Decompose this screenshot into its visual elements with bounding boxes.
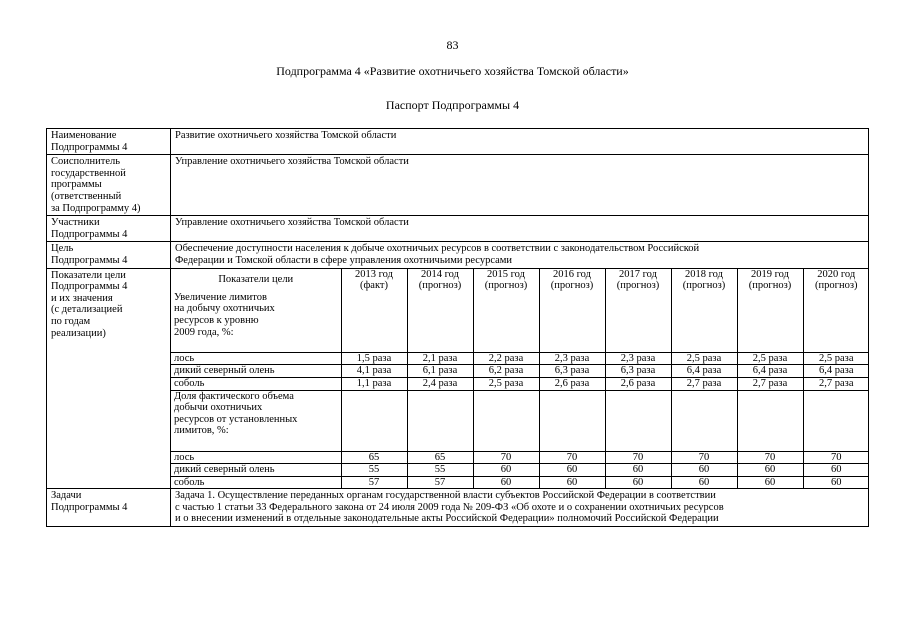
indicator-value: 57 bbox=[407, 476, 473, 488]
indicator-value: 55 bbox=[407, 464, 473, 477]
indicator-value: 2,6 раза bbox=[539, 377, 605, 390]
indicator-value: 6,4 раза bbox=[671, 365, 737, 378]
empty-cell bbox=[605, 292, 671, 353]
row-label: Показатели цели Подпрограммы 4 и их значения (с детализацией по годам реализации) bbox=[47, 268, 171, 489]
empty-cell bbox=[671, 390, 737, 451]
indicator-group-label: Доля фактического объема добычи охотничьих ресурсов от установленных лимитов, %: bbox=[171, 390, 341, 451]
indicator-row bbox=[171, 365, 869, 378]
passport-row-participants bbox=[47, 216, 869, 242]
subprogram-title: Подпрограмма 4 «Развитие охотничьего хозяйства Томской области» bbox=[276, 64, 629, 78]
indicator-value: 6,3 раза bbox=[605, 365, 671, 378]
passport-row-executor bbox=[47, 155, 869, 216]
year-label: 2016 год bbox=[553, 268, 591, 280]
row-value: Управление охотничьего хозяйства Томской области bbox=[171, 155, 869, 216]
indicators-cell bbox=[171, 268, 869, 489]
indicator-value: 70 bbox=[539, 451, 605, 464]
indicator-value: 4,1 раза bbox=[341, 365, 407, 378]
passport-title: Паспорт Подпрограммы 4 bbox=[385, 98, 520, 112]
indicator-row bbox=[171, 464, 869, 477]
indicator-value: 6,4 раза bbox=[803, 365, 869, 378]
year-note: (прогноз) bbox=[616, 280, 660, 292]
year-header bbox=[605, 269, 671, 292]
indicator-name: дикий северный олень bbox=[171, 464, 341, 477]
indicator-value: 70 bbox=[803, 451, 869, 464]
indicator-value: 60 bbox=[803, 464, 869, 477]
year-note: (прогноз) bbox=[550, 280, 594, 292]
indicator-value: 2,5 раза bbox=[671, 352, 737, 365]
row-label: Задачи Подпрограммы 4 bbox=[47, 489, 171, 527]
indicator-row bbox=[171, 451, 869, 464]
indicator-value: 60 bbox=[803, 476, 869, 488]
indicator-value: 60 bbox=[473, 476, 539, 488]
year-header bbox=[341, 269, 407, 292]
year-note: (прогноз) bbox=[682, 280, 726, 292]
indicator-value: 60 bbox=[605, 464, 671, 477]
indicator-group-row bbox=[171, 390, 869, 451]
indicator-value: 60 bbox=[605, 476, 671, 488]
row-value: Задача 1. Осуществление переданных органам государственной власти субъектов Российской Федерации в соответствии с частью 1 статьи 33 Федерального закона от 24 июля 2009 года № 209-ФЗ «Об охоте и о сохранении охотничьих ресурсов и о внесении изменений в отдельные законодательные акты Российской Федерации» полномочий Российской Федерации bbox=[171, 489, 869, 527]
indicator-value: 70 bbox=[473, 451, 539, 464]
indicator-value: 2,3 раза bbox=[605, 352, 671, 365]
indicator-name: лось bbox=[171, 451, 341, 464]
indicator-value: 60 bbox=[737, 464, 803, 477]
passport-row-name bbox=[47, 129, 869, 155]
empty-cell bbox=[473, 292, 539, 353]
year-note: (прогноз) bbox=[748, 280, 792, 292]
year-note: (прогноз) bbox=[484, 280, 528, 292]
indicator-group-label: Увеличение лимитов на добычу охотничьих ресурсов к уровню 2009 года, %: bbox=[171, 292, 341, 353]
year-note: (прогноз) bbox=[815, 280, 858, 292]
empty-cell bbox=[737, 292, 803, 353]
indicator-row bbox=[171, 352, 869, 365]
indicator-value: 70 bbox=[605, 451, 671, 464]
indicator-value: 70 bbox=[671, 451, 737, 464]
row-value: Управление охотничьего хозяйства Томской области bbox=[171, 216, 869, 242]
indicator-value: 6,3 раза bbox=[539, 365, 605, 378]
year-label: 2013 год bbox=[355, 268, 393, 280]
indicator-value: 6,1 раза bbox=[407, 365, 473, 378]
page-number: 83 bbox=[446, 38, 459, 52]
indicator-value: 55 bbox=[341, 464, 407, 477]
empty-cell bbox=[803, 292, 869, 353]
indicator-group-row bbox=[171, 292, 869, 353]
row-label: Наименование Подпрограммы 4 bbox=[47, 129, 171, 155]
passport-row-goal bbox=[47, 242, 869, 268]
year-label: 2014 год bbox=[421, 268, 459, 280]
empty-cell bbox=[539, 292, 605, 353]
indicator-name: дикий северный олень bbox=[171, 365, 341, 378]
indicator-row bbox=[171, 476, 869, 488]
empty-cell bbox=[539, 390, 605, 451]
indicator-name: соболь bbox=[171, 476, 341, 488]
indicators-header-label: Показатели цели bbox=[171, 269, 341, 292]
empty-cell bbox=[605, 390, 671, 451]
year-label: 2015 год bbox=[487, 268, 525, 280]
empty-cell bbox=[737, 390, 803, 451]
empty-cell bbox=[803, 390, 869, 451]
indicator-value: 2,1 раза bbox=[407, 352, 473, 365]
indicator-value: 57 bbox=[341, 476, 407, 488]
empty-cell bbox=[341, 390, 407, 451]
empty-cell bbox=[473, 390, 539, 451]
year-note: (прогноз) bbox=[418, 280, 462, 292]
row-value: Обеспечение доступности населения к добыче охотничьих ресурсов в соответствии с законодательством Российской Федерации и Томской области в сфере управления охотничьими ресурсами bbox=[171, 242, 869, 268]
passport-table bbox=[46, 128, 869, 527]
passport-row-indicators bbox=[47, 268, 869, 489]
year-header bbox=[671, 269, 737, 292]
indicator-value: 60 bbox=[671, 476, 737, 488]
indicators-header-row bbox=[171, 269, 869, 292]
row-value: Развитие охотничьего хозяйства Томской области bbox=[171, 129, 869, 155]
indicator-value: 65 bbox=[407, 451, 473, 464]
indicator-value: 60 bbox=[671, 464, 737, 477]
year-label: 2018 год bbox=[685, 268, 723, 280]
indicator-value: 6,4 раза bbox=[737, 365, 803, 378]
indicator-value: 70 bbox=[737, 451, 803, 464]
year-label: 2017 год bbox=[619, 268, 657, 280]
indicator-value: 6,2 раза bbox=[473, 365, 539, 378]
year-header bbox=[803, 269, 869, 292]
indicator-value: 2,7 раза bbox=[803, 377, 869, 390]
year-header bbox=[539, 269, 605, 292]
indicator-value: 2,2 раза bbox=[473, 352, 539, 365]
indicators-body bbox=[171, 292, 869, 489]
indicator-value: 60 bbox=[539, 464, 605, 477]
year-note: (факт) bbox=[359, 280, 388, 292]
indicator-value: 2,4 раза bbox=[407, 377, 473, 390]
indicator-value: 60 bbox=[473, 464, 539, 477]
year-header bbox=[473, 269, 539, 292]
indicator-name: соболь bbox=[171, 377, 341, 390]
indicator-value: 1,5 раза bbox=[341, 352, 407, 365]
passport-row-tasks bbox=[47, 489, 869, 527]
indicator-value: 2,5 раза bbox=[803, 352, 869, 365]
empty-cell bbox=[671, 292, 737, 353]
indicator-row bbox=[171, 377, 869, 390]
empty-cell bbox=[341, 292, 407, 353]
indicator-value: 60 bbox=[737, 476, 803, 488]
indicator-name: лось bbox=[171, 352, 341, 365]
indicator-value: 2,7 раза bbox=[737, 377, 803, 390]
indicators-table bbox=[171, 269, 869, 489]
row-label: Участники Подпрограммы 4 bbox=[47, 216, 171, 242]
year-label: 2019 год bbox=[751, 268, 789, 280]
empty-cell bbox=[407, 390, 473, 451]
empty-cell bbox=[407, 292, 473, 353]
row-label: Цель Подпрограммы 4 bbox=[47, 242, 171, 268]
indicator-value: 2,5 раза bbox=[737, 352, 803, 365]
indicator-value: 60 bbox=[539, 476, 605, 488]
indicator-value: 2,7 раза bbox=[671, 377, 737, 390]
row-label: Соисполнитель государственной программы (ответственный за Подпрограмму 4) bbox=[47, 155, 171, 216]
year-label: 2020 год bbox=[817, 268, 856, 280]
indicator-value: 65 bbox=[341, 451, 407, 464]
indicator-value: 2,3 раза bbox=[539, 352, 605, 365]
year-header bbox=[407, 269, 473, 292]
year-header bbox=[737, 269, 803, 292]
indicator-value: 2,6 раза bbox=[605, 377, 671, 390]
indicator-value: 2,5 раза bbox=[473, 377, 539, 390]
indicator-value: 1,1 раза bbox=[341, 377, 407, 390]
